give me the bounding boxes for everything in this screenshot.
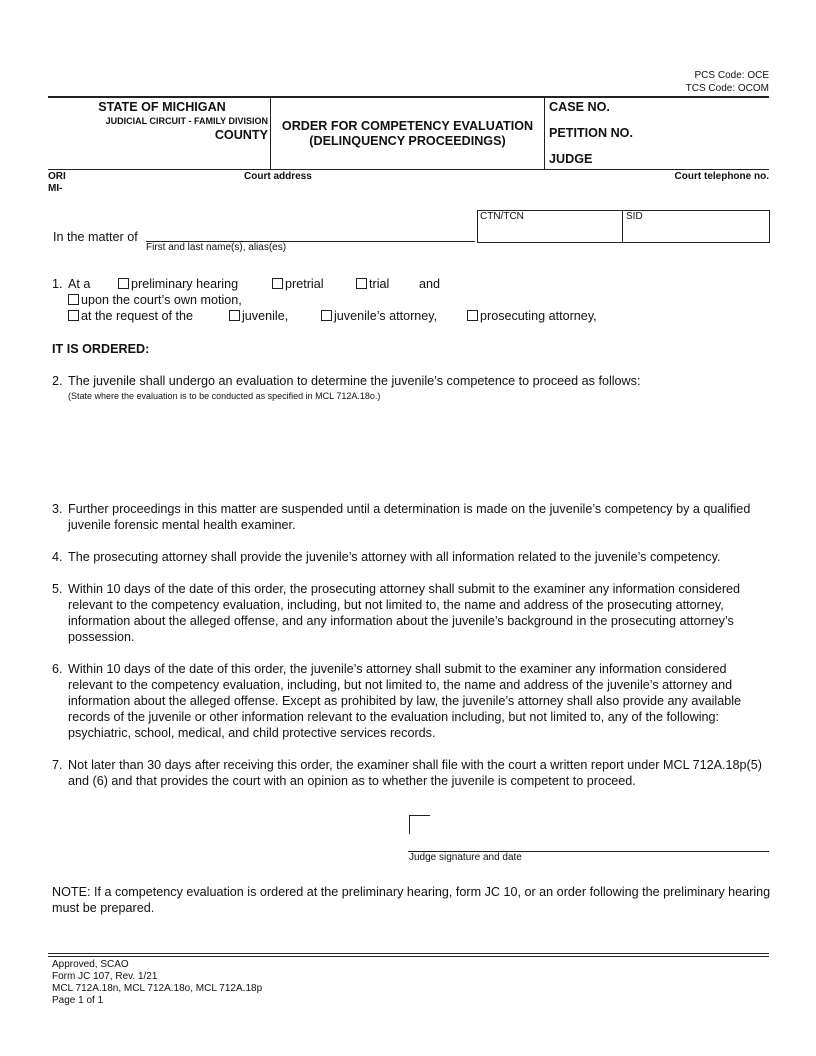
- petition-no-label: PETITION NO.: [549, 126, 633, 140]
- prosecuting-attorney-label: prosecuting attorney,: [480, 309, 597, 323]
- ctn-tcn-label: CTN/TCN: [480, 211, 524, 222]
- item5: [52, 581, 772, 645]
- ctn-sid-divider: [622, 210, 623, 242]
- preliminary-hearing-checkbox[interactable]: [118, 278, 129, 289]
- item5-number: 5.: [52, 582, 63, 596]
- prosecuting-attorney-checkbox[interactable]: [467, 310, 478, 321]
- trial-checkbox[interactable]: [356, 278, 367, 289]
- pretrial-checkbox[interactable]: [272, 278, 283, 289]
- pretrial-option[interactable]: [272, 277, 324, 291]
- header-bottom-rule: [48, 169, 769, 170]
- judge-label: JUDGE: [549, 152, 593, 166]
- at-request-label: at the request of the: [81, 309, 194, 323]
- item2: [52, 373, 772, 403]
- own-motion-checkbox[interactable]: [68, 294, 79, 305]
- prosecuting-attorney-option[interactable]: [467, 309, 597, 323]
- item2-text: The juvenile shall undergo an evaluation to determine the juvenile’s competence to proceed as follows:: [68, 374, 641, 388]
- evaluation-location-field[interactable]: [68, 405, 768, 493]
- sid-field[interactable]: [624, 224, 767, 240]
- circuit-label: JUDICIAL CIRCUIT - FAMILY DIVISION: [105, 116, 268, 126]
- item7-number: 7.: [52, 758, 63, 772]
- pcs-code: PCS Code: OCE: [694, 70, 769, 81]
- county-label: COUNTY: [214, 128, 268, 142]
- own-motion-label: upon the court’s own motion,: [81, 293, 242, 307]
- item1-at-a: At a: [68, 277, 91, 291]
- form-title: [271, 119, 544, 149]
- footer-approved: Approved, SCAO: [52, 959, 129, 970]
- juvenile-label: juvenile,: [242, 309, 289, 323]
- item2-note: (State where the evaluation is to be conducted as specified in MCL 712A.18o.): [68, 391, 381, 401]
- item4: [52, 549, 772, 565]
- footer-rule-top: [48, 953, 769, 954]
- juvenile-attorney-checkbox[interactable]: [321, 310, 332, 321]
- own-motion-option[interactable]: [68, 293, 242, 307]
- item5-text: Within 10 days of the date of this order, the prosecuting attorney shall submit to the examiner any information considered relevant to the competency evaluation, including, but not limited to, the name and address of the prosecuting attorney, information about the alleged offense, and any information about the juvenile’s background in the prosecuting attorney’s possession.: [68, 582, 741, 644]
- court-address-label: Court address: [244, 171, 312, 182]
- court-telephone-label: Court telephone no.: [674, 171, 769, 182]
- item1-number: 1.: [52, 277, 63, 291]
- ctn-tcn-field[interactable]: [478, 224, 621, 240]
- item3-number: 3.: [52, 502, 63, 516]
- state-label: STATE OF MICHIGAN: [98, 100, 226, 114]
- footer-page: Page 1 of 1: [52, 995, 104, 1006]
- header-top-rule: [48, 96, 769, 98]
- preliminary-hearing-label: preliminary hearing: [131, 277, 239, 291]
- juvenile-checkbox[interactable]: [229, 310, 240, 321]
- footer-form: Form JC 107, Rev. 1/21: [52, 971, 158, 982]
- pretrial-label: pretrial: [285, 277, 324, 291]
- juvenile-option[interactable]: [229, 309, 288, 323]
- item4-number: 4.: [52, 550, 63, 564]
- item1-and: and: [419, 277, 441, 291]
- preliminary-hearing-option[interactable]: [118, 277, 238, 291]
- item3-text: Further proceedings in this matter are suspended until a determination is made on the juvenile’s competency by a qualified juvenile forensic mental health examiner.: [68, 502, 751, 532]
- at-request-checkbox[interactable]: [68, 310, 79, 321]
- case-no-label: CASE NO.: [549, 100, 610, 114]
- item4-text: The prosecuting attorney shall provide the juvenile’s attorney with all information related to the juvenile’s competency.: [68, 550, 721, 564]
- mi-label: MI-: [48, 183, 63, 194]
- trial-label: trial: [369, 277, 390, 291]
- matter-name-caption: First and last name(s), alias(es): [146, 242, 287, 253]
- form-title-line1: ORDER FOR COMPETENCY EVALUATION: [281, 119, 534, 133]
- signature-corner-mark: [409, 815, 430, 834]
- item6-text: Within 10 days of the date of this order, the juvenile’s attorney shall submit to the examiner any information considered relevant to the competency evaluation, including, but not limited to, the name and address of the juvenile’s attorney and information about the alleged offense. Except as prohibited by law, the juvenile’s attorney shall also provide any available records of the juvenile or other information relevant to the evaluation including, but not limited to, any of the following: psychiatric, school, medical, and child protective services records.: [68, 662, 742, 740]
- it-is-ordered-heading: IT IS ORDERED:: [52, 342, 150, 356]
- juvenile-attorney-option[interactable]: [321, 309, 437, 323]
- judge-signature-caption: Judge signature and date: [409, 852, 522, 863]
- item6: [52, 661, 772, 741]
- header-divider-right: [544, 97, 545, 169]
- item6-number: 6.: [52, 662, 63, 676]
- matter-label: In the matter of: [53, 230, 138, 244]
- footer-mcl: MCL 712A.18n, MCL 712A.18o, MCL 712A.18p: [52, 983, 263, 994]
- juvenile-attorney-label: juvenile’s attorney,: [334, 309, 438, 323]
- item2-number: 2.: [52, 374, 63, 388]
- footer-rule-bottom: [48, 956, 769, 957]
- item3: [52, 501, 772, 533]
- item7-text: Not later than 30 days after receiving this order, the examiner shall file with the court a written report under MCL 712A.18p(5) and (6) and that provides the court with an opinion as to whether the juvenile is competent to proceed.: [68, 758, 762, 788]
- item7: [52, 757, 772, 789]
- sid-label: SID: [626, 211, 643, 222]
- preliminary-hearing-note: NOTE: If a competency evaluation is ordered at the preliminary hearing, form JC 10, or an order following the preliminary hearing must be prepared.: [52, 885, 771, 915]
- form-title-line2: (DELINQUENCY PROCEEDINGS): [309, 134, 506, 148]
- ori-label: ORI: [48, 171, 66, 182]
- tcs-code: TCS Code: OCOM: [685, 83, 769, 94]
- trial-option[interactable]: [356, 277, 389, 291]
- at-request-option[interactable]: [68, 309, 193, 323]
